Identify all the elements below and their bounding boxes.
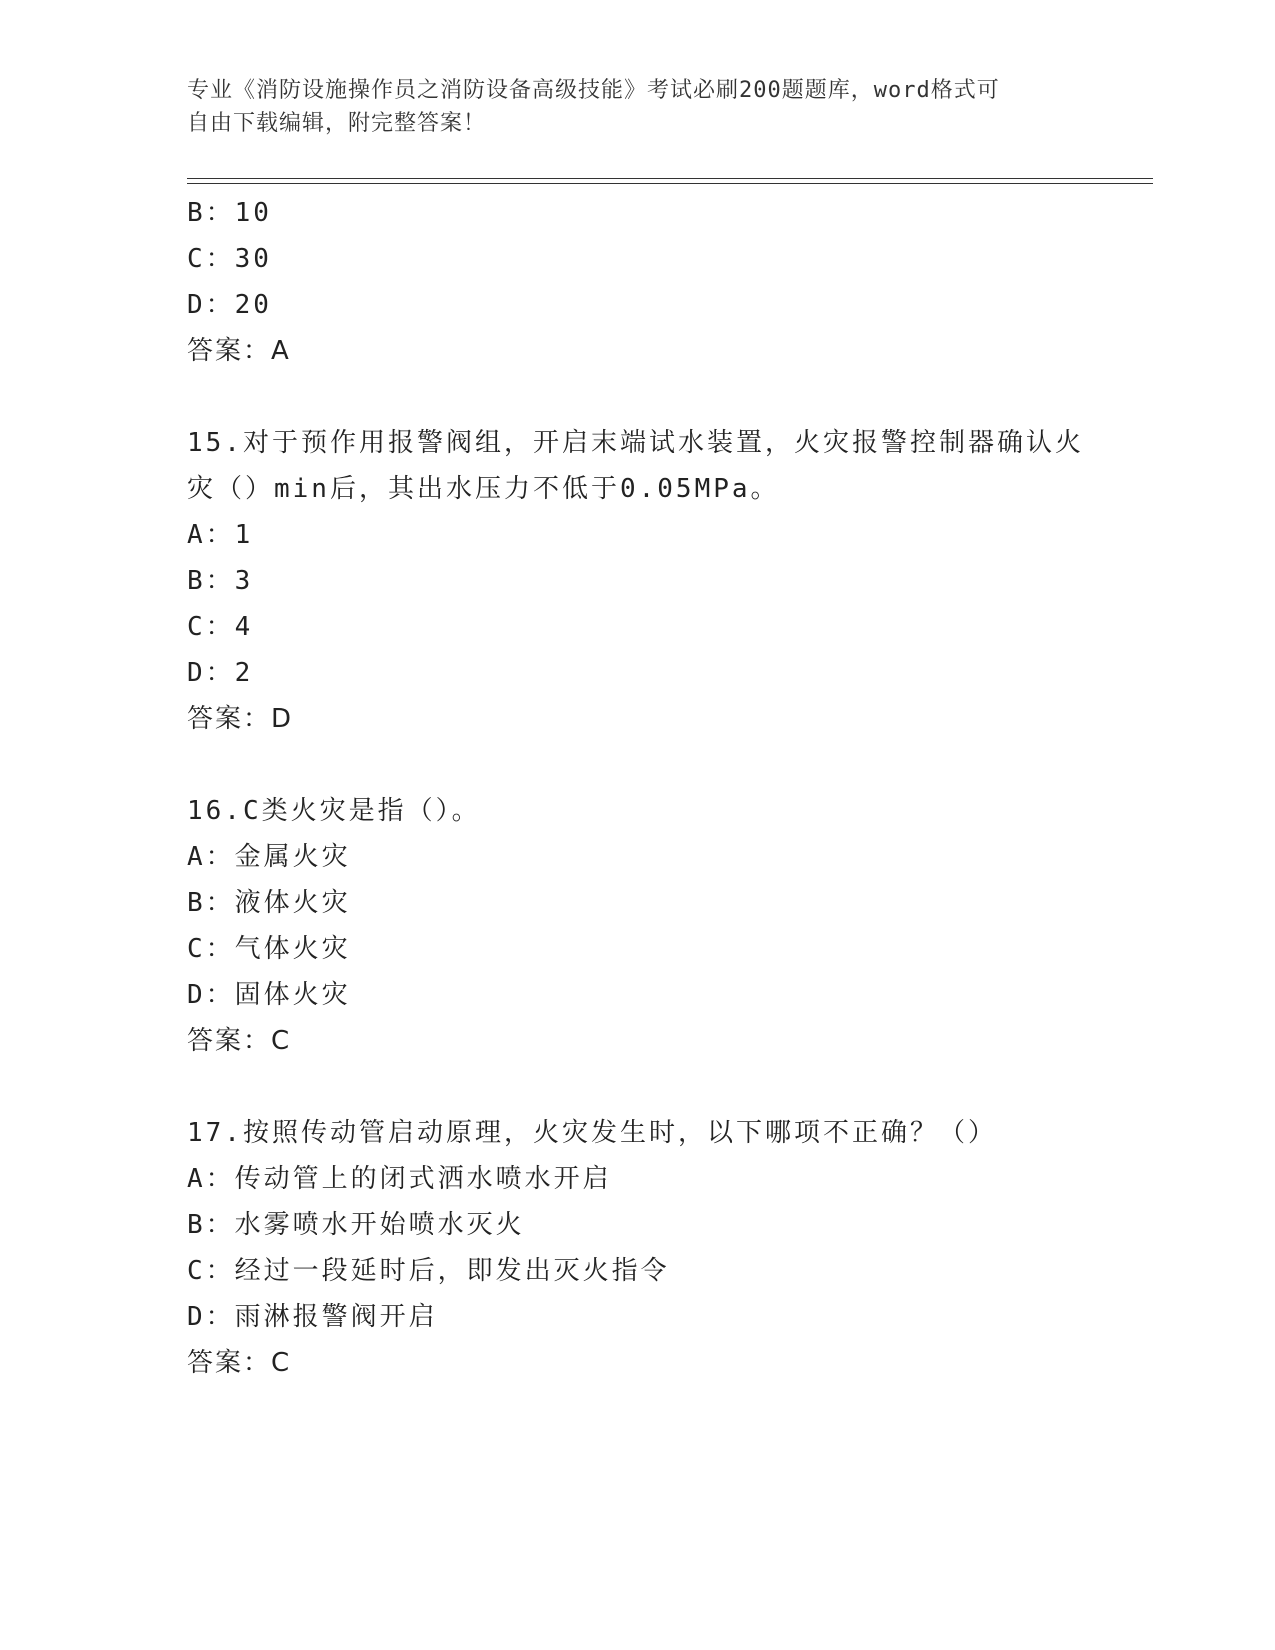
option-a: A：金属火灾 [187,842,351,872]
question-text: 16.C类火灾是指（）。 [187,796,481,826]
question-15 [187,420,1147,742]
document-header [187,74,1087,140]
option-c: C：4 [187,612,254,642]
header-divider-top [187,178,1153,179]
spacer [187,374,1147,420]
option-c: C：经过一段延时后，即发出灭火指令 [187,1256,670,1286]
answer: 答案：C [187,1026,292,1056]
question-17 [187,1110,1147,1386]
option-d: D：雨淋报警阀开启 [187,1302,438,1332]
question-text: 17.按照传动管启动原理，火灾发生时，以下哪项不正确？（） [187,1118,997,1148]
question-text-line-2: 灾（）min后，其出水压力不低于0.05MPa。 [187,474,780,504]
question-text-line-1: 15.对于预作用报警阀组，开启末端试水装置，火灾报警控制器确认火 [187,428,1084,458]
question-list [187,190,1147,1386]
spacer [187,1064,1147,1110]
spacer [187,742,1147,788]
question-16 [187,788,1147,1064]
question-14 [187,190,1147,374]
header-line-1: 专业《消防设施操作员之消防设备高级技能》考试必刷200题题库，word格式可 [187,78,1000,103]
option-c: C：30 [187,244,272,274]
option-b: B：液体火灾 [187,888,351,918]
option-b: B：3 [187,566,254,596]
option-d: D：固体火灾 [187,980,351,1010]
header-divider-bottom [187,183,1153,184]
option-d: D：2 [187,658,254,688]
answer: 答案：C [187,1348,292,1378]
option-a: A：1 [187,520,254,550]
option-c: C：气体火灾 [187,934,351,964]
option-d: D：20 [187,290,272,320]
option-b: B：10 [187,198,272,228]
answer: 答案：D [187,704,294,734]
header-line-2: 自由下载编辑，附完整答案！ [187,111,487,136]
answer: 答案：A [187,336,291,366]
option-b: B：水雾喷水开始喷水灭火 [187,1210,525,1240]
option-a: A：传动管上的闭式洒水喷水开启 [187,1164,612,1194]
